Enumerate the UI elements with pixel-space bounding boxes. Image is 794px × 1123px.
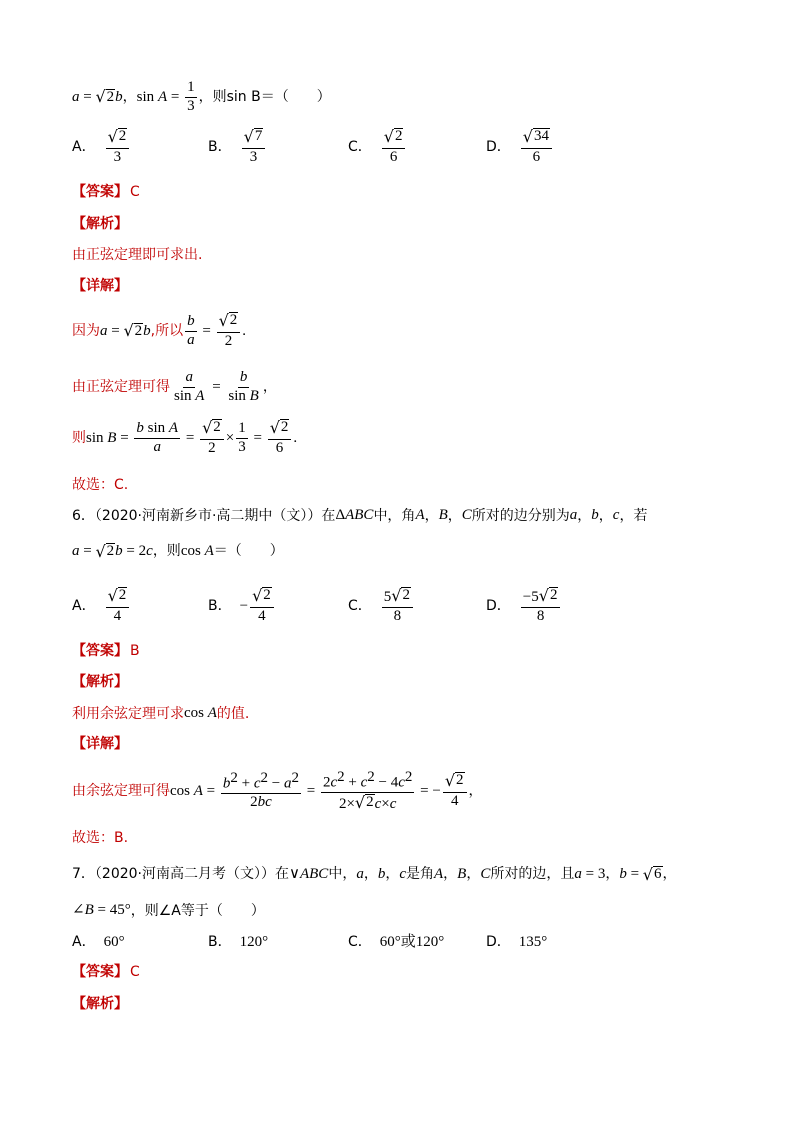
- q7-answer: 【答案】 C: [72, 964, 140, 980]
- q5-detail-line2: 由正弦定理可得 $\frac{a}{\text{sin A}}$ = $\frac{b}{\text{sin B}}$ ，: [72, 368, 277, 404]
- q5-stem-tail: ，则sin B＝（ ）: [198, 89, 331, 105]
- q6-conclusion: 故选：B.: [72, 830, 129, 846]
- q5-option-b[interactable]: B． √ 7 3: [208, 128, 267, 165]
- q6-options: [72, 586, 712, 626]
- q6-detail-label: 【详解】: [72, 736, 128, 752]
- q5-detail-label: 【详解】: [72, 278, 128, 294]
- q5-options: [72, 127, 712, 165]
- q6-analysis-label: 【解析】: [72, 674, 128, 690]
- q5-analysis-label: 【解析】: [72, 216, 128, 232]
- q5-option-c[interactable]: C． √ 2 6: [348, 128, 407, 165]
- q7-option-c[interactable]: C． 60°或120°: [348, 933, 445, 950]
- q7-analysis-label: 【解析】: [72, 996, 128, 1012]
- q6-option-b[interactable]: B． − √ 2 4: [208, 587, 276, 624]
- q6-option-d[interactable]: D． −5 √ 2 8: [486, 587, 562, 624]
- q5-analysis-text: 由正弦定理即可求出.: [72, 247, 203, 263]
- q7-stem-line1: 7．（2020·河南高二月考（文））在 ∨ ABC 中， a ， b ， c 是角 A ， B ， C 所对的边，且 a = 3 ， b = √ 6 ，: [72, 864, 677, 884]
- q6-detail-line: 由余弦定理可得 cos A = $\frac{b^2 + c^2 - a^2}{2bc}$ = $2c^2 + c^2 - 4c^2$ 2× √ 2 c×c = − √ 2 4 ，: [72, 768, 483, 812]
- q5-option-d[interactable]: D． √ 34 6: [486, 128, 554, 165]
- q5-detail-line3: 则 sin B = $\frac{\text{b sin A}}{a}$ = √ 2 2 × $\frac{1}{3}$ = √ 2 6 .: [72, 418, 298, 456]
- q7-options: [72, 934, 712, 950]
- q6-option-a[interactable]: A． √ 2 4: [72, 587, 131, 624]
- q5-option-a[interactable]: A． √ 2 3: [72, 128, 131, 165]
- q5-detail-line1: 因为 a = √ 2 b ,所以 $\frac{b}{a}$ = √ 2 2 .: [72, 311, 247, 349]
- q6-answer: 【答案】 B: [72, 643, 140, 659]
- q7-option-b[interactable]: B． 120°: [208, 933, 269, 950]
- q5-conclusion: 故选：C.: [72, 477, 129, 493]
- q6-stem-line1: 6．（2020·河南新乡市·高二期中（文））在 Δ ABC 中，角 A ， B ， C 所对的边分别为 a ， b ， c ，若: [72, 507, 648, 524]
- q6-stem-line2: a = √ 2 b = 2 c ，则 cos A ＝（ ）: [72, 541, 284, 561]
- q7-option-a[interactable]: A． 60°: [72, 933, 125, 950]
- q7-option-d[interactable]: D． 135°: [486, 933, 548, 950]
- q6-option-c[interactable]: C． 5 √ 2 8: [348, 587, 415, 624]
- q5-answer: 【答案】 C: [72, 184, 140, 200]
- q5-stem: a = √ 2 b ， sin A = $\frac{1}{3}$ ，则sin B＝（ ）: [72, 78, 331, 114]
- q7-stem-line2: ∠ B = 45° ，则∠A等于（ ）: [72, 902, 265, 919]
- q6-analysis-text: 利用余弦定理可求 cos A 的值.: [72, 705, 250, 722]
